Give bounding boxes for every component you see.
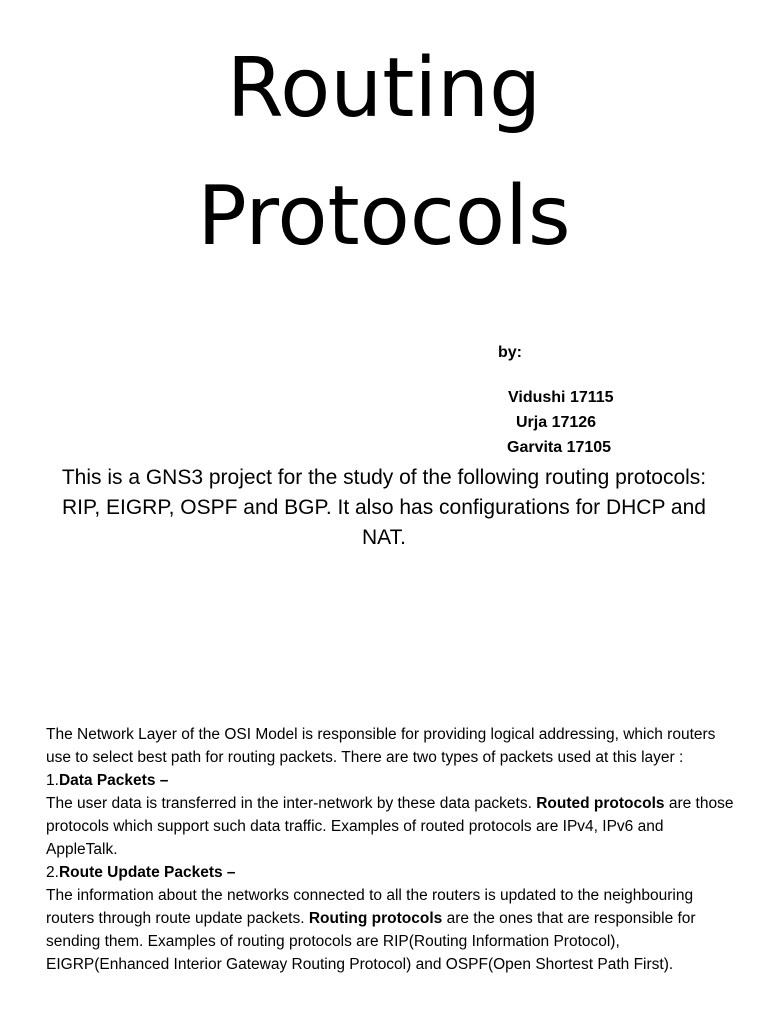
- body-text: [46, 723, 736, 976]
- section-2-text: The information about the networks connected to all the routers is updated to the neighbouring routers through route update packets.: [46, 887, 694, 927]
- section-2-term: Routing protocols: [308, 910, 443, 927]
- section-2-paragraph: [46, 884, 736, 976]
- section-2-title: Route Update Packets –: [58, 864, 236, 881]
- byline-label: by:: [498, 344, 522, 361]
- page-title-line-1: Routing: [226, 41, 542, 136]
- section-1-paragraph: [46, 792, 736, 861]
- author-name: Vidushi 17115: [508, 389, 614, 406]
- page-title-line-2: Protocols: [197, 169, 571, 264]
- section-2-number: 2.: [46, 864, 59, 881]
- project-summary: This is a GNS3 project for the study of the following routing protocols: RIP, EIGRP, OSPF and BGP. It also has configurations for DHCP and NAT.: [61, 466, 707, 549]
- section-1-text-cont: are those protocols which support such data traffic. Examples of routed protocols are IPv4, IPv6 and AppleTalk.: [46, 795, 734, 858]
- intro-paragraph: The Network Layer of the OSI Model is responsible for providing logical addressing, which routers use to select best path for routing packets. There are two types of packets used at this layer :: [46, 726, 716, 766]
- section-1-number: 1.: [46, 772, 59, 789]
- author-name: Urja 17126: [516, 414, 597, 431]
- section-2-text-cont: are the ones that are responsible for sending them. Examples of routing protocols are RIP(Routing Information Protocol), EIGRP(Enhanced Interior Gateway Routing Protocol) and OSPF(Open Shortest Path First).: [46, 910, 696, 973]
- author-name: Garvita 17105: [507, 439, 612, 456]
- section-1-heading: [46, 769, 736, 792]
- section-1-term: Routed protocols: [536, 795, 665, 812]
- section-2-heading: [46, 861, 736, 884]
- section-1-title: Data Packets –: [58, 772, 169, 789]
- section-1-text: The user data is transferred in the inter-network by these data packets.: [46, 795, 537, 812]
